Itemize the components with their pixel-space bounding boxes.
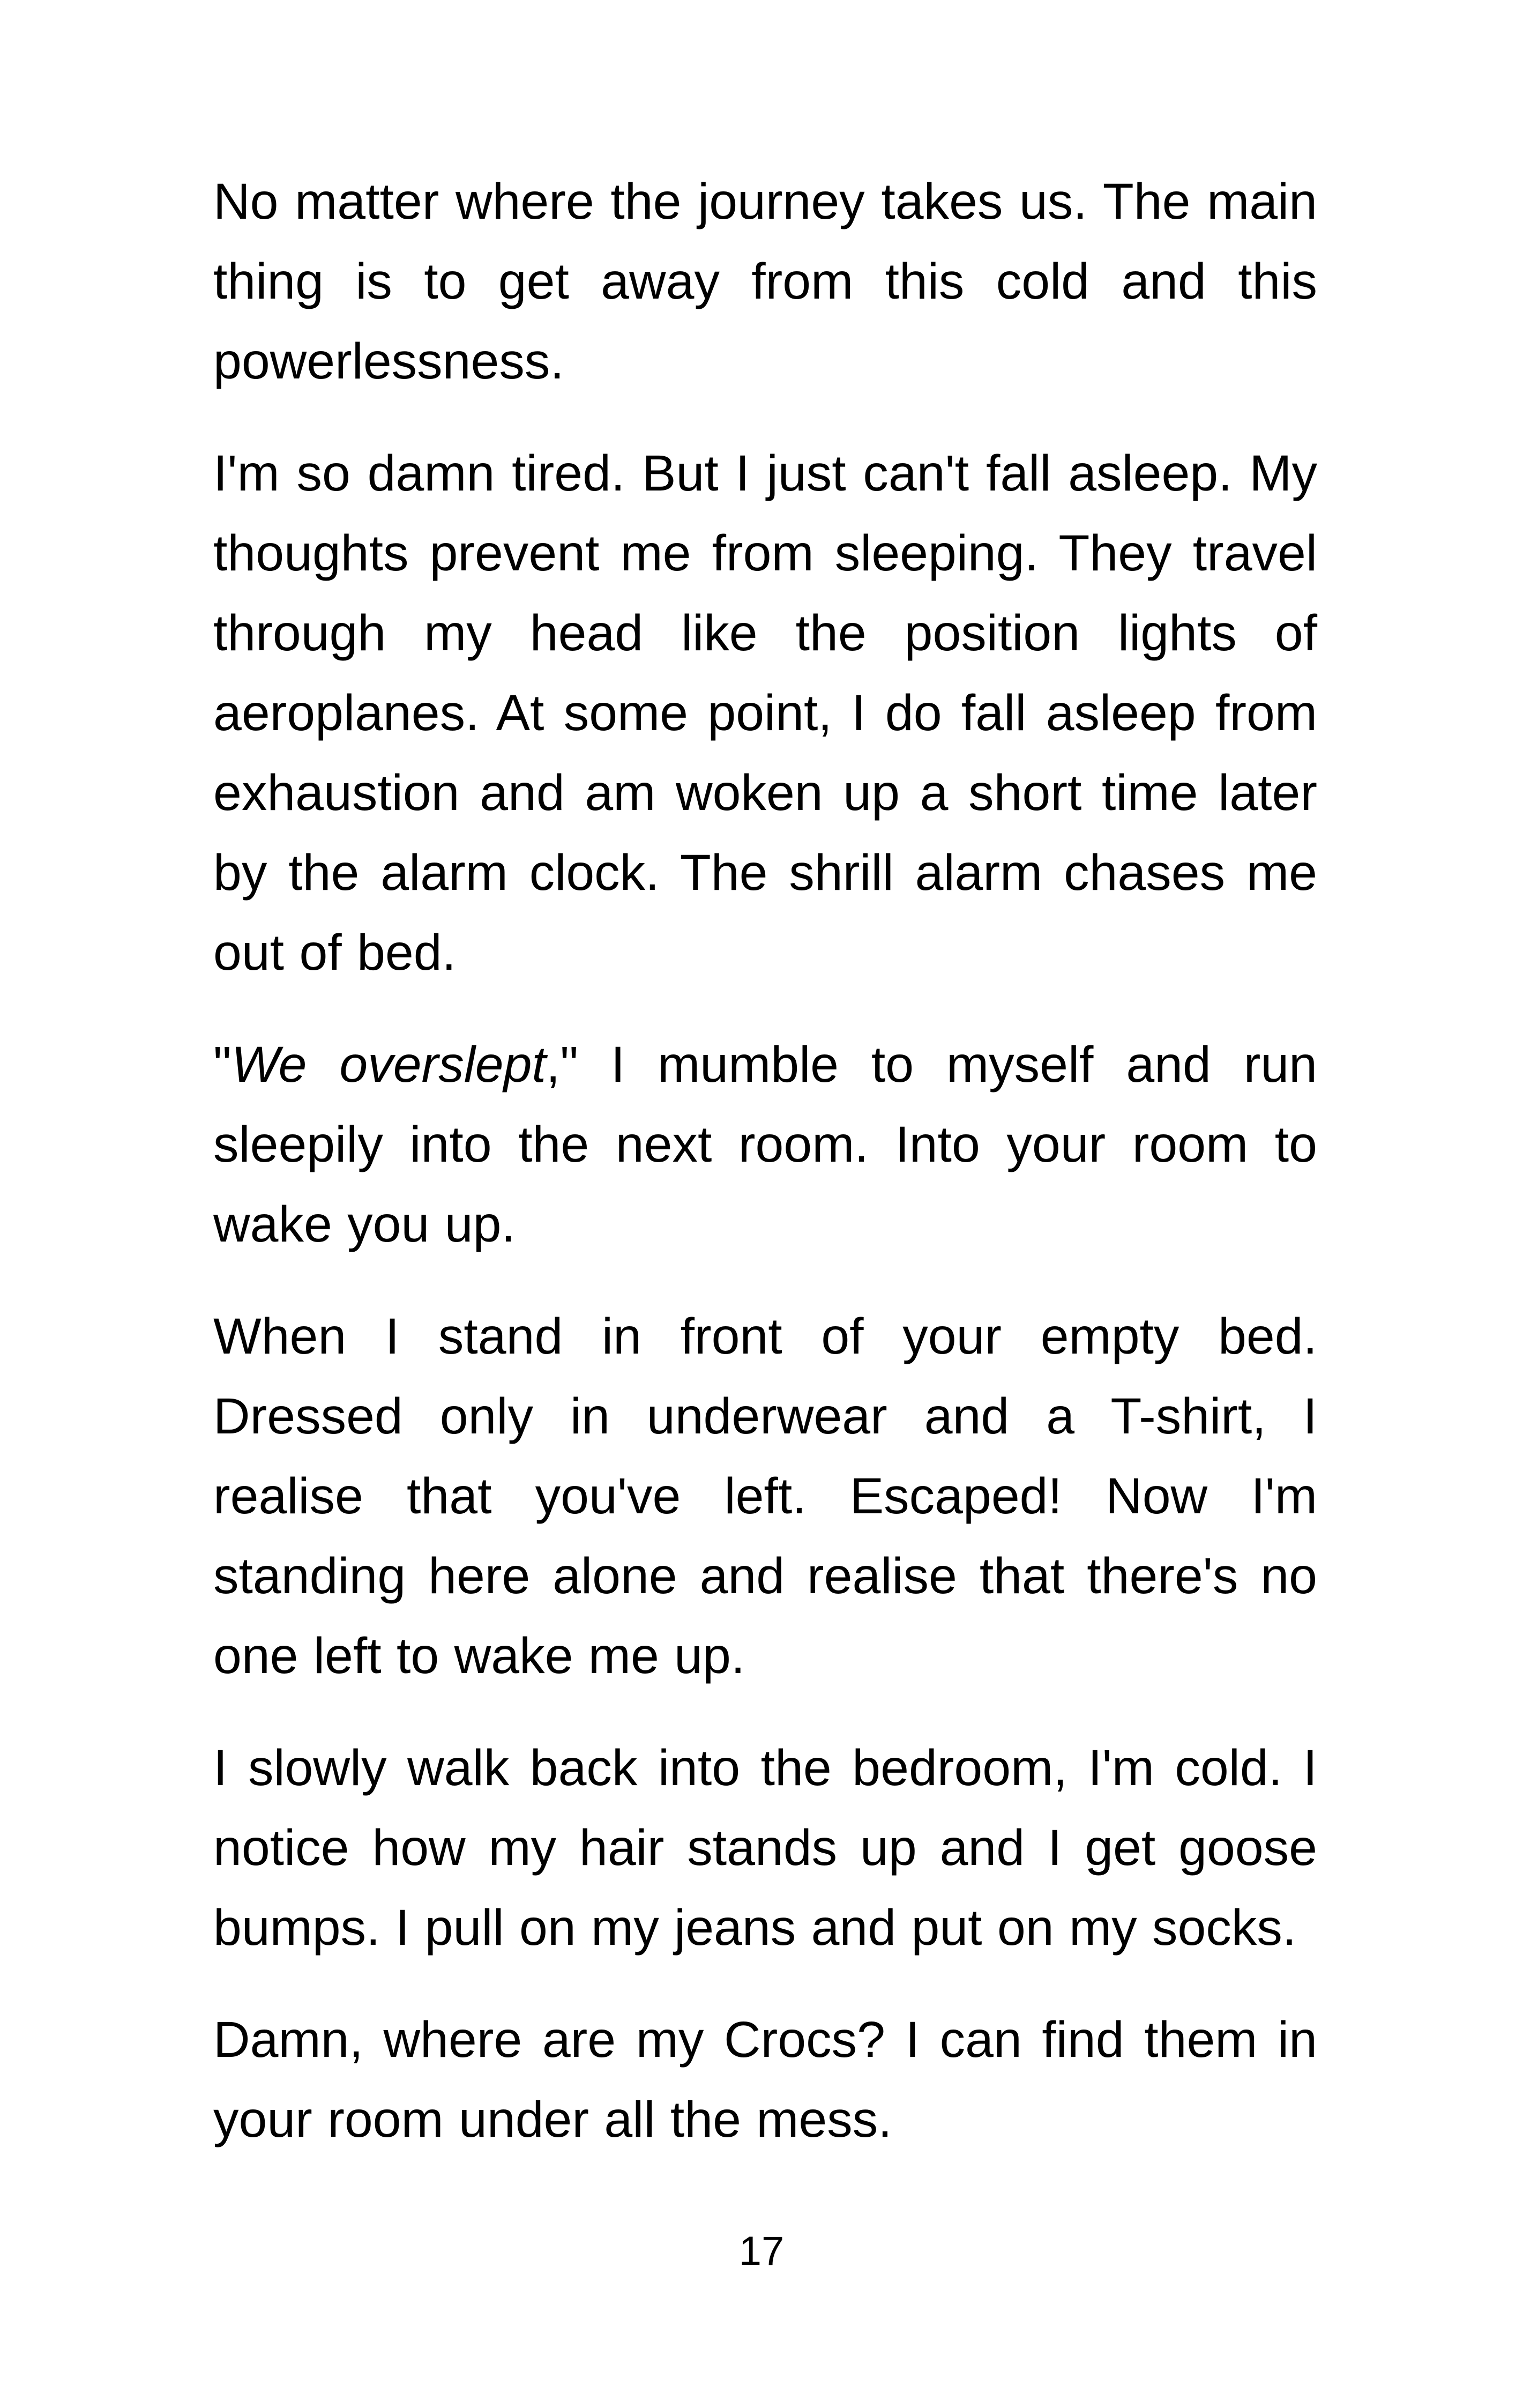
paragraph-2: I'm so damn tired. But I just can't fall asleep. My thoughts prevent me from sleeping. They travel through my head like the position lights of aeroplanes. At some point, I do fall asleep from exhaustion and am woken up a short time later by the alarm clock. The shrill alarm chases me out of bed.: [213, 445, 1317, 981]
paragraph-1: No matter where the journey takes us. The main thing is to get away from this cold and this powerlessness.: [213, 173, 1317, 390]
italic-quote: We overslept: [231, 1036, 546, 1093]
page-number: 17: [738, 2228, 785, 2274]
paragraph-4: When I stand in front of your empty bed. Dressed only in underwear and a T-shirt, I realise that you've left. Escaped! Now I'm standing here alone and realise that there's no one left to wake me up.: [213, 1308, 1317, 1684]
open-quote: ": [213, 1036, 232, 1093]
paragraph-5: I slowly walk back into the bedroom, I'm cold. I notice how my hair stands up and I get goose bumps. I pull on my jeans and put on my socks.: [213, 1740, 1317, 1956]
paragraph-3-rest: ," I mumble to myself and run sleepily into the next room. Into your room to wake you up.: [213, 1036, 1318, 1253]
paragraph-6: Damn, where are my Crocs? I can find them in your room under all the mess.: [213, 2011, 1317, 2148]
body-text: [213, 162, 1317, 2192]
paragraph-3: [213, 1025, 1317, 1265]
